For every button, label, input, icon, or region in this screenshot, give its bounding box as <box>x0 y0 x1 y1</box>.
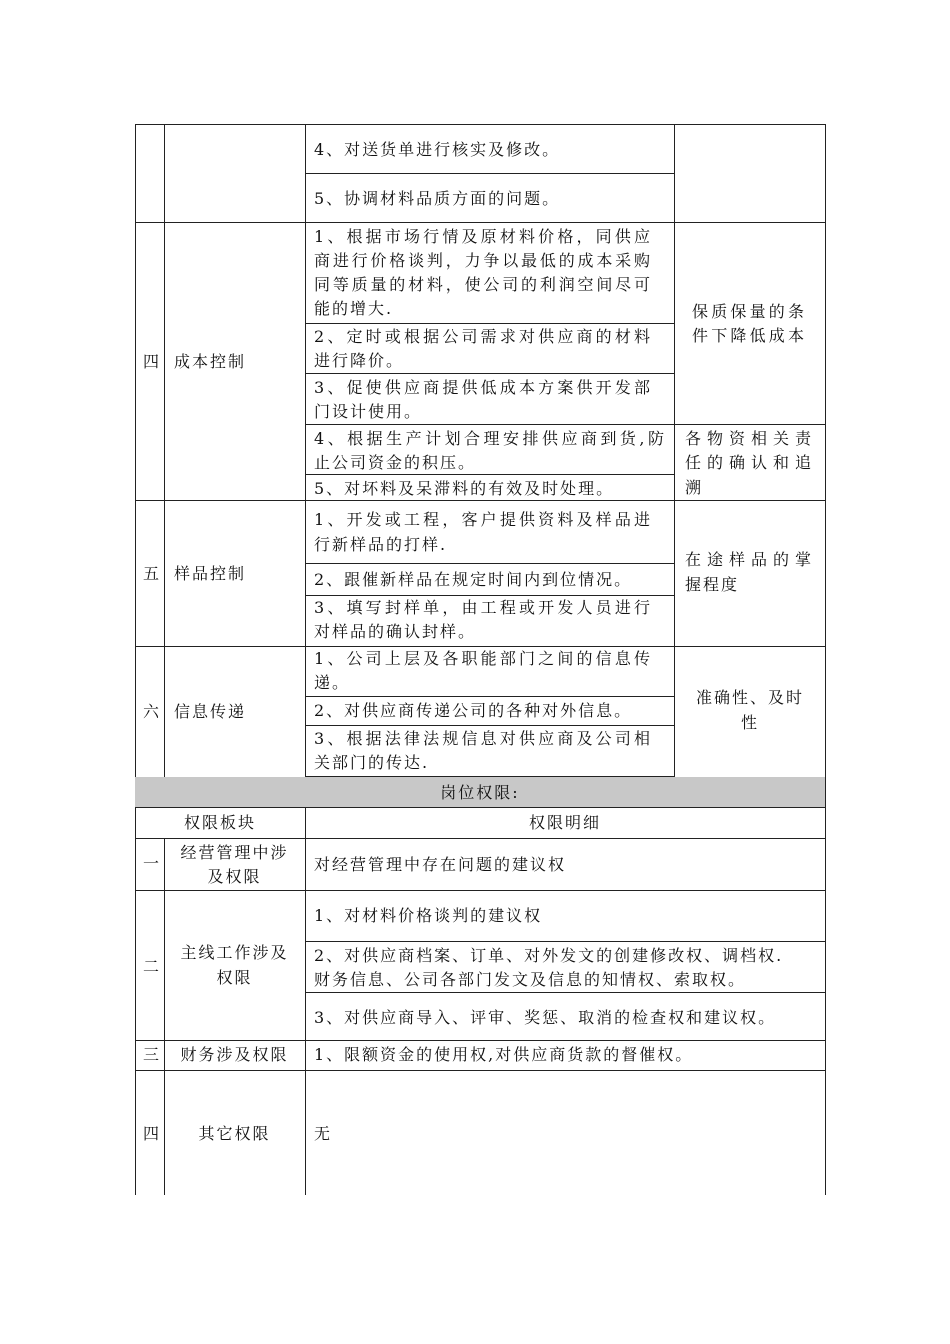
row-line <box>305 563 674 564</box>
duty-item-line: 行新样品的打样. <box>314 535 448 554</box>
authority-name: 主线工作涉及 <box>180 943 289 962</box>
section-name: 成本控制 <box>174 352 247 371</box>
row-line <box>305 323 674 324</box>
section-number: 四 <box>143 352 162 371</box>
header-authority-detail: 权限明细 <box>528 813 601 832</box>
duty-item: 5、协调材料品质方面的问题。 <box>314 189 561 208</box>
row-line <box>135 838 825 839</box>
authority-name: 财务涉及权限 <box>180 1045 289 1064</box>
duty-item-line: 递。 <box>314 673 351 692</box>
standard-text: 溯 <box>685 478 704 497</box>
col-divider-header <box>305 807 306 1195</box>
authority-detail: 对经营管理中存在问题的建议权 <box>314 855 567 874</box>
duty-item-line: 2、定时或根据公司需求对供应商的材料 <box>314 327 652 346</box>
duty-item-line: 3、根据法律法规信息对供应商及公司相 <box>314 729 652 748</box>
row-line <box>305 173 674 174</box>
authority-number: 二 <box>143 957 162 976</box>
duty-item-line: 能的增大. <box>314 299 394 318</box>
duty-item-line: 同等质量的材料，使公司的利润空间尽可 <box>314 275 652 294</box>
duty-item-line: 关部门的传达. <box>314 753 430 772</box>
authority-number: 一 <box>143 854 162 873</box>
duty-item-line: 止公司资金的积压。 <box>314 453 477 472</box>
section-line-four <box>135 222 825 223</box>
section-name: 样品控制 <box>174 564 247 583</box>
section-number: 五 <box>143 564 162 583</box>
table-border-left <box>135 124 136 1195</box>
row-line <box>305 474 674 475</box>
row-line <box>305 424 825 425</box>
standard-text: 各物资相关责 <box>685 429 813 448</box>
row-line <box>305 992 825 993</box>
authority-detail: 3、对供应商导入、评审、奖惩、取消的检查权和建议权。 <box>314 1008 777 1027</box>
authority-title: 岗位权限: <box>440 783 520 802</box>
row-line <box>305 725 674 726</box>
standard-text: 在途样品的掌 <box>685 550 813 569</box>
row-line <box>135 807 825 808</box>
duty-item-line: 进行降价。 <box>314 351 405 370</box>
authority-name: 其它权限 <box>198 1124 271 1143</box>
authority-detail: 无 <box>314 1124 333 1143</box>
duty-item-line: 1、开发或工程，客户提供资料及样品进 <box>314 510 652 529</box>
duty-item-line: 3、促使供应商提供低成本方案供开发部 <box>314 378 652 397</box>
duty-item-line: 门设计使用。 <box>314 402 423 421</box>
standard-text: 准确性、及时 <box>695 688 804 707</box>
standard-text: 握程度 <box>685 575 740 594</box>
section-name: 信息传递 <box>174 702 247 721</box>
row-line <box>305 373 674 374</box>
duty-item-line: 商进行价格谈判，力争以最低的成本采购 <box>314 251 652 270</box>
standard-text: 任的确认和追 <box>685 453 813 472</box>
standard-text: 件下降低成本 <box>692 326 806 345</box>
row-line <box>135 1040 825 1041</box>
row-line <box>135 1070 825 1071</box>
duty-item-line: 1、公司上层及各职能部门之间的信息传 <box>314 649 652 668</box>
duty-item-line: 5、对坏料及呆滞料的有效及时处理。 <box>314 479 615 498</box>
authority-name: 及权限 <box>207 867 262 886</box>
duty-item-line: 3、填写封样单，由工程或开发人员进行 <box>314 598 652 617</box>
duty-item-line: 对样品的确认封样。 <box>314 622 477 641</box>
authority-detail: 2、对供应商档案、订单、对外发文的创建修改权、调档权. <box>314 946 784 965</box>
table-border-right <box>825 124 826 1195</box>
section-number: 六 <box>143 702 162 721</box>
header-authority-block: 权限板块 <box>183 813 256 832</box>
standard-text: 保质保量的条 <box>692 302 806 321</box>
authority-detail: 财务信息、公司各部门发文及信息的知情权、索取权。 <box>314 970 747 989</box>
authority-number: 三 <box>143 1045 162 1064</box>
duty-item-line: 2、跟催新样品在规定时间内到位情况。 <box>314 570 633 589</box>
authority-name: 权限 <box>216 968 253 987</box>
duty-item: 4、对送货单进行核实及修改。 <box>314 140 561 159</box>
row-line <box>305 696 674 697</box>
authority-number: 四 <box>143 1124 162 1143</box>
standard-text: 性 <box>740 713 759 732</box>
section-line-five <box>135 500 825 501</box>
authority-detail: 1、限额资金的使用权,对供应商货款的督催权。 <box>314 1045 694 1064</box>
row-line <box>135 890 825 891</box>
row-line <box>305 941 825 942</box>
duty-item-line: 4、根据生产计划合理安排供应商到货,防 <box>314 429 666 448</box>
duty-item-line: 2、对供应商传递公司的各种对外信息。 <box>314 701 633 720</box>
authority-detail: 1、对材料价格谈判的建议权 <box>314 906 543 925</box>
duty-item-line: 1、根据市场行情及原材料价格，同供应 <box>314 227 652 246</box>
table-top-border <box>135 124 825 125</box>
authority-name: 经营管理中涉 <box>180 843 289 862</box>
